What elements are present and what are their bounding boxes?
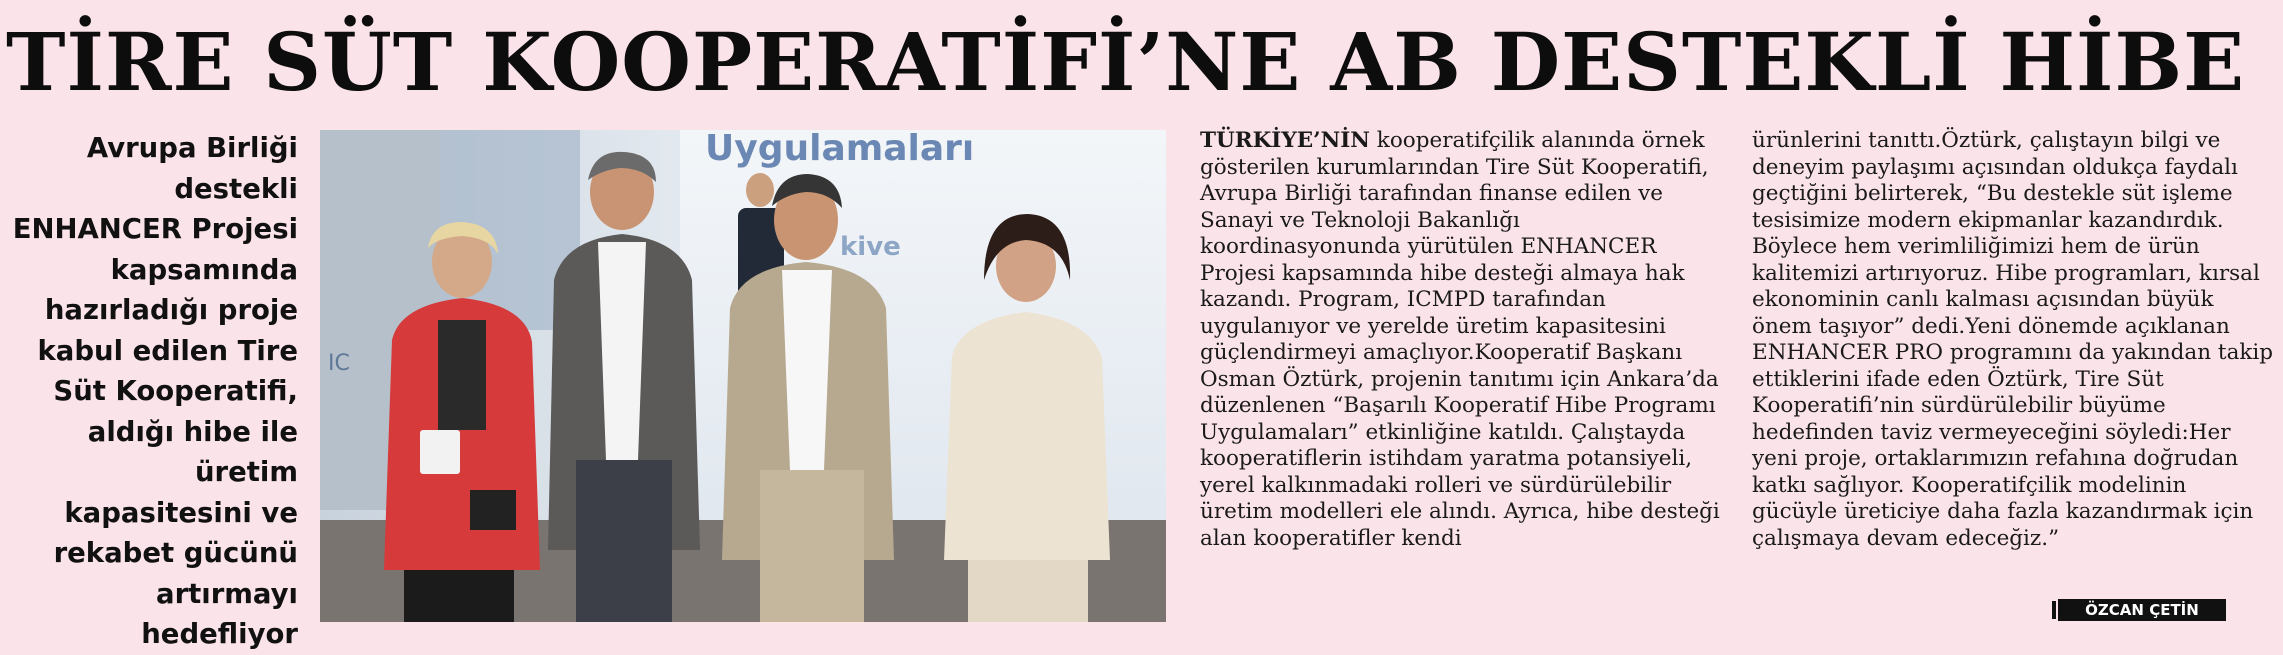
article-body-column-2 <box>1752 128 2274 628</box>
body-text-column-2: ürünlerini tanıttı.Öztürk, çalıştayın bilgi ve deneyim paylaşımı açısından oldukça faydalı geçtiğini belirterek, “Bu destekle süt işleme tesisimize modern ekipmanlar kazandırdık. Böylece hem verimliliğimizi hem de ürün kalitemizi artırıyoruz. Hibe programları, kırsal ekonominin canlı kalması açısından büyük önem taşıyor” dedi.Yeni dönemde açıklanan ENHANCER PRO programını da yakından takip ettiklerini ifade eden Öztürk, Tire Süt Kooperatifi’nin sürdürülebilir büyüme hedefinden taviz vermeyeceğini söyledi:Her yeni proje, ortaklarımızın refahına doğrudan katkı sağlıyor. Kooperatifçilik modelinin gücüyle üreticiye daha fazla kazandırmak için çalışmaya devam edeceğiz.” <box>1752 128 2274 551</box>
backdrop-text-1: Uygulamaları <box>705 130 975 169</box>
byline: ÖZCAN ÇETİN <box>2058 599 2226 621</box>
article-body-column-1 <box>1200 128 1720 628</box>
backdrop-text-3: IC <box>328 351 350 376</box>
lead-paragraph: Avrupa Birliği destekli ENHANCER Projesi kapsamında hazırladığı proje kabul edilen Tire Süt Kooperatifi, aldığı hibe ile üretim kapasitesini ve rekabet gücünü artırmayı hedefliyor <box>12 132 298 650</box>
article-photo <box>320 130 1166 622</box>
lead-in-word: TÜRKİYE’NİN <box>1200 128 1370 153</box>
backdrop-text-2: kive <box>840 232 901 262</box>
headline: TİRE SÜT KOOPERATİFİ’NE AB DESTEKLİ HİBE <box>6 15 2246 109</box>
byline-marker <box>2052 601 2056 619</box>
body-text-column-1: kooperatifçilik alanında örnek gösterilen kurumlarından Tire Süt Kooperatifi, Avrupa Birliği tarafından finanse edilen ve Sanayi ve Teknoloji Bakanlığı koordinasyonunda yürütülen ENHANCER Projesi kapsamında hibe desteği almaya hak kazandı. Program, ICMPD tarafından uygulanıyor ve yerelde üretim kapasitesini güçlendirmeyi amaçlıyor.Kooperatif Başkanı Osman Öztürk, projenin tanıtımı için Ankara’da düzenlenen “Başarılı Kooperatif Hibe Programı Uygulamaları” etkinliğine katıldı. Çalıştayda kooperatiflerin istihdam yaratma potansiyeli, yerel kalkınmadaki rolleri ve sürdürülebilir üretim modelleri ele alındı. Ayrıca, hibe desteği alan kooperatifler kendi <box>1200 128 1720 551</box>
